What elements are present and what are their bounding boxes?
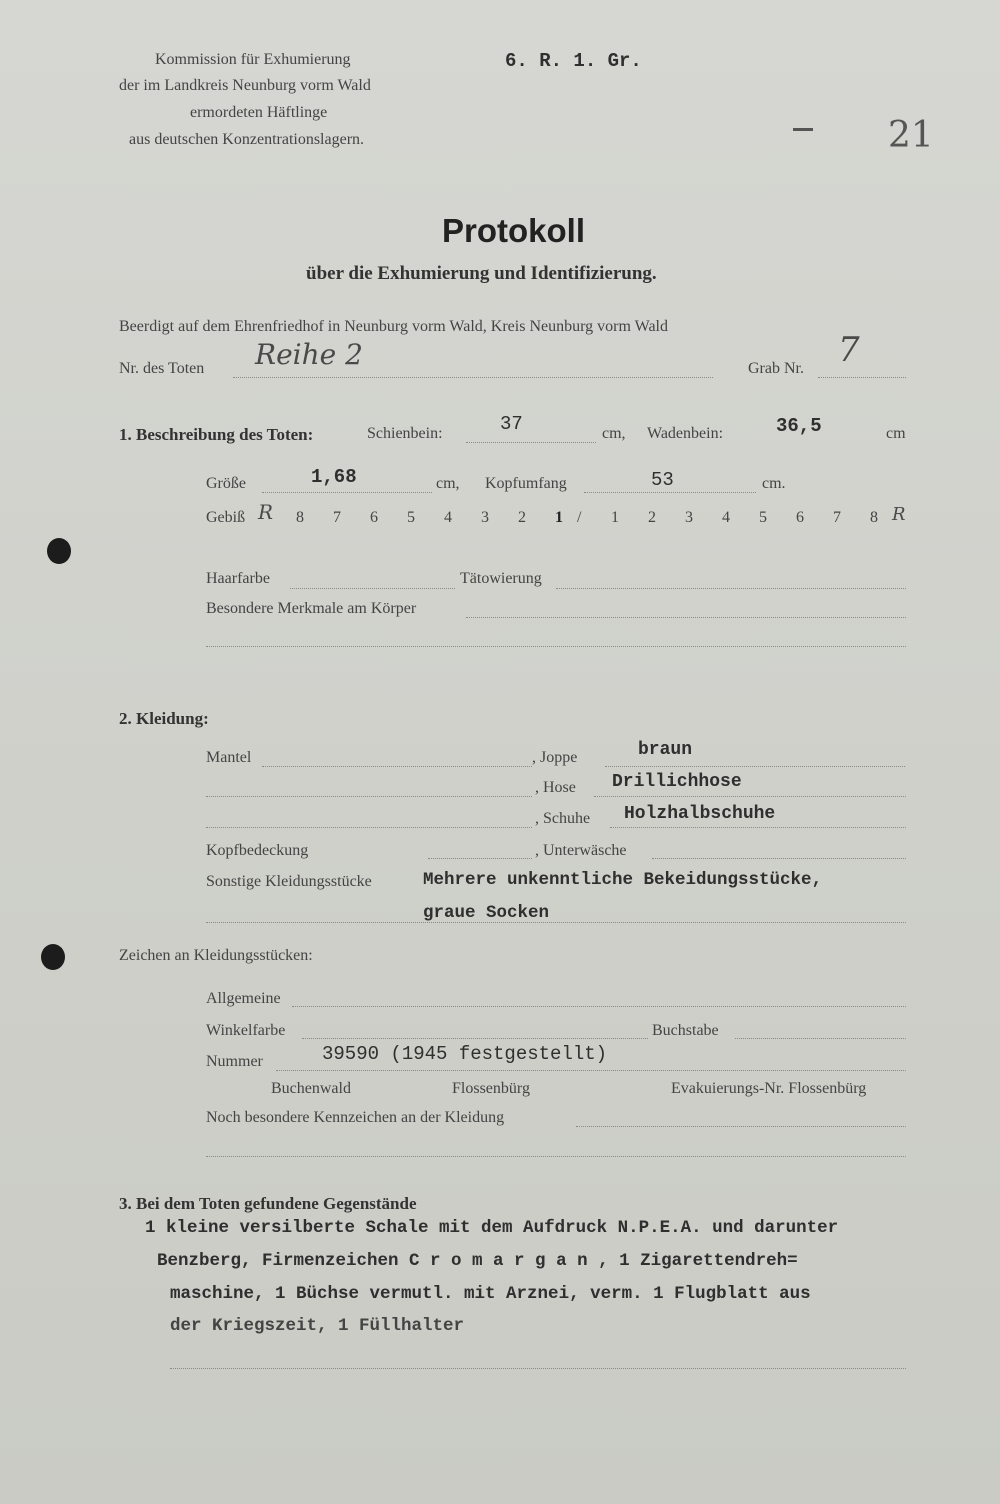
found-items-line-3: maschine, 1 Büchse vermutl. mit Arznei, verm. 1 Flugblatt aus — [170, 1284, 811, 1304]
head-value: 53 — [651, 469, 674, 491]
other-marks-label: Noch besondere Kennzeichen an der Kleidung — [206, 1109, 505, 1126]
section3-heading: 3. Bei dem Toten gefundene Gegenstände — [119, 1194, 417, 1213]
punch-hole-bottom — [41, 944, 65, 970]
tooth-r2: 2 — [648, 509, 656, 526]
found-items-line-1: 1 kleine versilberte Schale mit dem Aufdruck N.P.E.A. und darunter — [145, 1218, 839, 1238]
teeth-separator: / — [577, 509, 582, 526]
other-clothing-value-2: graue Socken — [423, 903, 550, 923]
shoes-label: , Schuhe — [535, 810, 591, 827]
grave-label: Grab Nr. — [748, 360, 804, 377]
general-label: Allgemeine — [206, 990, 281, 1007]
shin-value: 37 — [500, 413, 523, 435]
dead-number-value: Reihe 2 — [255, 338, 363, 371]
jacket-label: , Joppe — [532, 749, 578, 766]
trousers-label-text: Hose — [543, 779, 576, 796]
teeth-label: Gebiß — [206, 509, 246, 526]
tooth-l2: 2 — [518, 509, 526, 526]
calf-unit: cm — [886, 425, 906, 442]
shin-label: Schienbein: — [367, 425, 443, 442]
shoes-value: Holzhalbschuhe — [624, 804, 776, 824]
hair-label: Haarfarbe — [206, 570, 270, 587]
number-value: 39590 (1945 festgestellt) — [322, 1043, 608, 1065]
tooth-l8: 8 — [296, 509, 304, 526]
found-items-line-4: der Kriegszeit, 1 Füllhalter — [170, 1316, 465, 1336]
headwear-label: Kopfbedeckung — [206, 842, 309, 859]
tooth-l5: 5 — [407, 509, 415, 526]
number-label: Nummer — [206, 1053, 263, 1070]
marks-label: Besondere Merkmale am Körper — [206, 600, 417, 617]
page-number: 21 — [888, 115, 934, 156]
buchenwald-label: Buchenwald — [271, 1080, 351, 1097]
flossenburg-label: Flossenbürg — [452, 1080, 530, 1097]
head-label: Kopfumfang — [485, 475, 567, 492]
tooth-r8: 8 — [870, 509, 878, 526]
trousers-value: Drillichhose — [612, 772, 742, 792]
jacket-value: braun — [638, 740, 693, 760]
tooth-l6: 6 — [370, 509, 378, 526]
section1-heading: 1. Beschreibung des Toten: — [119, 425, 314, 444]
tooth-r6: 6 — [796, 509, 804, 526]
letter-label: Buchstabe — [652, 1022, 719, 1039]
height-unit: cm, — [436, 475, 460, 492]
tooth-r4: 4 — [722, 509, 730, 526]
jacket-label-text: Joppe — [540, 749, 578, 766]
section2-heading: 2. Kleidung: — [119, 709, 209, 728]
tooth-l4: 4 — [444, 509, 452, 526]
grave-value: 7 — [838, 330, 860, 370]
head-unit: cm. — [762, 475, 786, 492]
commission-line-3: ermordeten Häftlinge — [190, 104, 328, 121]
height-label: Größe — [206, 475, 246, 492]
tattoo-label: Tätowierung — [460, 570, 542, 587]
shin-unit: cm, — [602, 425, 626, 442]
underwear-label-text: Unterwäsche — [543, 842, 627, 859]
calf-label: Wadenbein: — [647, 425, 724, 442]
burial-line: Beerdigt auf dem Ehrenfriedhof in Neunburg vorm Wald, Kreis Neunburg vorm Wald — [119, 318, 668, 335]
underwear-label: , Unterwäsche — [535, 842, 627, 859]
tooth-l1: 1 — [555, 509, 563, 526]
evacuation-label: Evakuierungs-Nr. Flossenbürg — [671, 1080, 867, 1097]
clothing-marks-heading: Zeichen an Kleidungsstücken: — [119, 947, 313, 964]
typed-reference: 6. R. 1. Gr. — [505, 50, 642, 72]
pencil-mark — [793, 128, 813, 131]
commission-line-2: der im Landkreis Neunburg vorm Wald — [119, 77, 371, 94]
tooth-l3: 3 — [481, 509, 489, 526]
teeth-left-mark: R — [258, 500, 274, 524]
shoes-label-text: Schuhe — [543, 810, 591, 827]
teeth-right-row — [611, 509, 907, 527]
other-clothing-value-1: Mehrere unkenntliche Bekeidungsstücke, — [423, 870, 823, 890]
page-title: Protokoll — [442, 212, 586, 249]
found-items-line-2: Benzberg, Firmenzeichen C r o m a r g a n , 1 Zigarettendreh= — [157, 1251, 798, 1271]
calf-value: 36,5 — [776, 415, 822, 437]
page-subtitle: über die Exhumierung und Identifizierung. — [306, 263, 657, 284]
trousers-label: , Hose — [535, 779, 576, 796]
tooth-r5: 5 — [759, 509, 767, 526]
height-value: 1,68 — [311, 466, 357, 488]
coat-label: Mantel — [206, 749, 252, 766]
teeth-left-row — [296, 509, 592, 527]
angle-color-label: Winkelfarbe — [206, 1022, 286, 1039]
tooth-l7: 7 — [333, 509, 341, 526]
tooth-r3: 3 — [685, 509, 693, 526]
other-clothing-label: Sonstige Kleidungsstücke — [206, 873, 372, 890]
punch-hole-top — [47, 538, 71, 564]
dead-number-label: Nr. des Toten — [119, 360, 205, 377]
commission-line-1: Kommission für Exhumierung — [155, 51, 351, 68]
commission-line-4: aus deutschen Konzentrationslagern. — [129, 131, 365, 148]
teeth-right-mark: R — [892, 504, 906, 525]
tooth-r1: 1 — [611, 509, 619, 526]
tooth-r7: 7 — [833, 509, 841, 526]
